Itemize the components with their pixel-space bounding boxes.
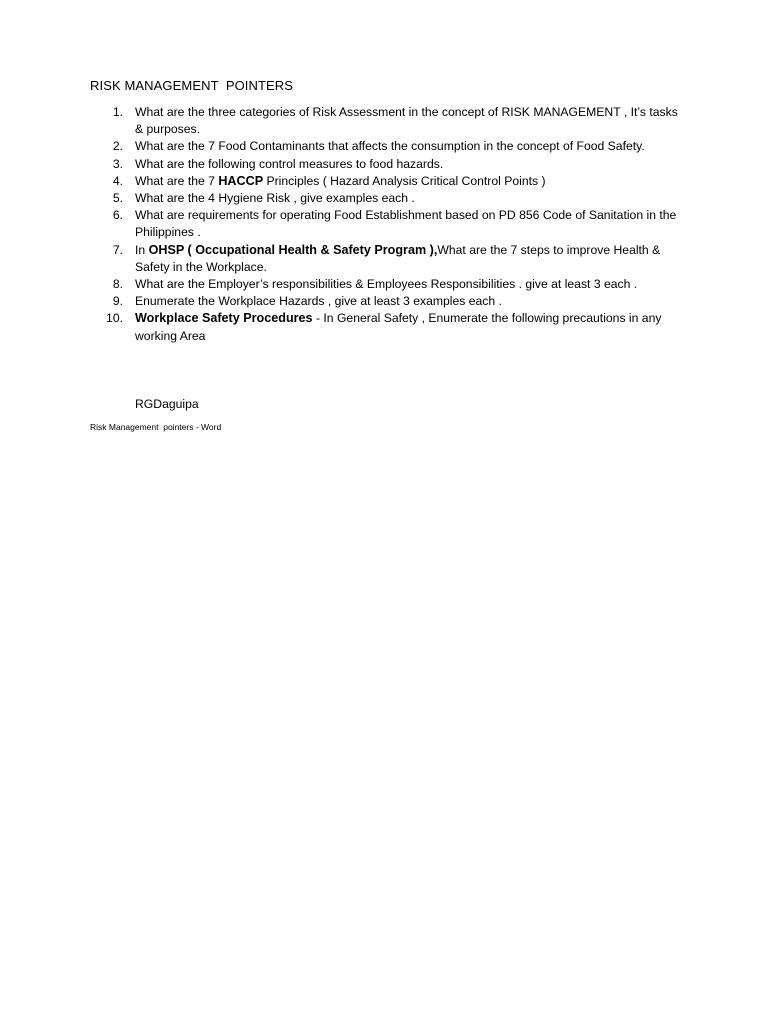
list-item-text: In [135, 242, 149, 257]
list-item [90, 138, 680, 155]
list-item-number: 5. [112, 191, 123, 206]
bold-term: HACCP [218, 173, 264, 188]
list-item [90, 293, 680, 310]
list-item-text: Principles ( Hazard Analysis Critical Control Points ) [263, 173, 546, 188]
list-item-number: 10. [106, 311, 123, 326]
bold-term: OHSP ( Occupational Health & Safety Program ), [148, 242, 438, 257]
list-item-text: What are the following control measures to food hazards. [135, 156, 444, 171]
list-item-number: 7. [112, 242, 123, 257]
list-item-number: 2. [112, 139, 123, 154]
list-item-number: 9. [112, 294, 123, 309]
list-item-text: What are the three categories of Risk Assessment in the concept of RISK MANAGEMENT , It’s tasks & purposes. [135, 105, 678, 137]
list-item [90, 190, 680, 207]
list-item-number: 1. [112, 105, 123, 119]
list-item-text: - In General Safety , Enumerate the following precautions in any working Area [135, 311, 662, 343]
list-item-number: 4. [112, 173, 123, 188]
pointers-list [90, 104, 690, 345]
list-item-text: What are the 7 steps to improve Health & Safety in the Workplace. [135, 242, 661, 274]
list-item-text: Enumerate the Workplace Hazards , give at least 3 examples each . [135, 294, 502, 309]
list-item [90, 156, 680, 173]
list-item [90, 104, 680, 138]
list-item-text: What are the Employer’s responsibilities & Employees Responsibilities . give at least 3 each . [135, 277, 638, 292]
list-item [90, 207, 680, 241]
bold-term: Workplace Safety Procedures [135, 311, 313, 326]
list-item [90, 242, 680, 276]
list-item-text: What are requirements for operating Food Establishment based on PD 856 Code of Sanitation in the Philippines . [135, 208, 677, 240]
list-item [90, 173, 680, 190]
author-signature: RGDaguipa [135, 397, 199, 411]
list-item-number: 3. [112, 156, 123, 171]
document-title: RISK MANAGEMENT POINTERS [90, 78, 294, 93]
footer-caption: Risk Management pointers - Word [90, 422, 222, 432]
list-item [90, 310, 680, 344]
list-item-number: 8. [112, 277, 123, 292]
list-item-text: What are the 7 [135, 173, 219, 188]
list-item-text: What are the 4 Hygiene Risk , give examples each . [135, 191, 415, 206]
list-item [90, 276, 680, 293]
list-item-text: What are the 7 Food Contaminants that affects the consumption in the concept of Food Safety. [135, 139, 645, 154]
list-item-number: 6. [112, 208, 123, 223]
